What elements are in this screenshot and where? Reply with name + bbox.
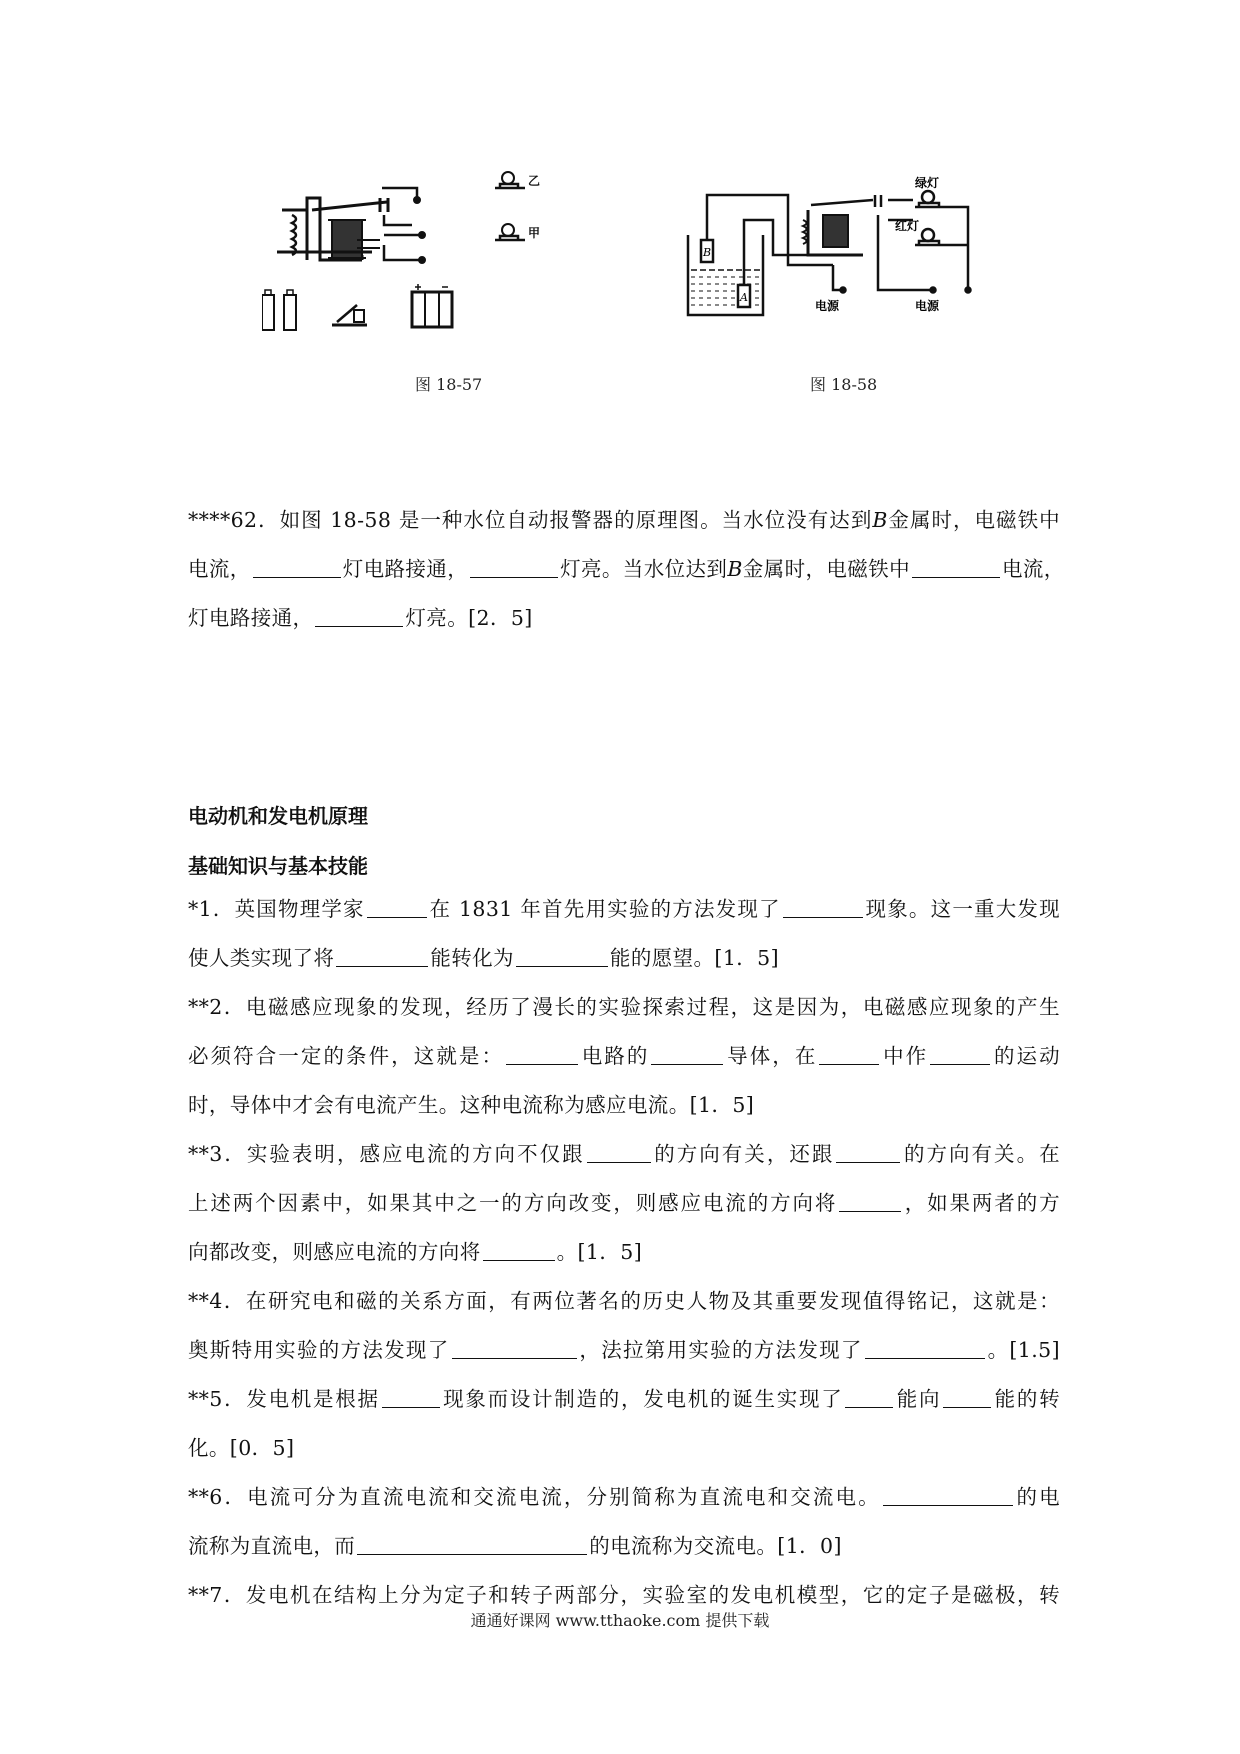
subsection-title: 基础知识与基本技能	[188, 854, 368, 878]
answer-blank[interactable]	[836, 1146, 900, 1163]
answer-blank[interactable]	[930, 1048, 990, 1065]
question-list	[188, 885, 1060, 1620]
power-source-1-label: 电源	[815, 299, 840, 313]
figure-18-58-caption: 图 18-58	[810, 375, 878, 394]
question-4-line-1: **4．在研究电和磁的关系方面，有两位著名的历史人物及其重要发现值得铭记，这就是：	[188, 1289, 1060, 1313]
question-5-line-2: 化。[0．5]	[188, 1436, 295, 1460]
answer-blank[interactable]	[651, 1048, 723, 1065]
answer-blank[interactable]	[516, 950, 608, 967]
metal-b-label: B	[702, 246, 712, 259]
metal-a-label: A	[740, 291, 748, 304]
answer-blank[interactable]	[912, 561, 1000, 578]
green-lamp-label: 绿灯	[915, 176, 940, 190]
red-lamp-label: 红灯	[895, 219, 920, 233]
question-7-line-1: **7．发电机在结构上分为定子和转子两部分，实验室的发电机模型，它的定子是磁极，转	[188, 1583, 1060, 1607]
question-2-line-1: **2．电磁感应现象的发现，经历了漫长的实验探索过程，这是因为，电磁感应现象的产生	[188, 995, 1060, 1019]
answer-blank[interactable]	[315, 610, 403, 627]
lamp-yi-label: 乙	[528, 174, 541, 188]
answer-blank[interactable]	[845, 1391, 893, 1408]
answer-blank[interactable]	[483, 1244, 555, 1261]
question-1-line-2: 使人类实现了将 能转化为 能的愿望。[1．5]	[188, 946, 780, 970]
question-62	[188, 496, 1065, 643]
answer-blank[interactable]	[506, 1048, 578, 1065]
question-62-line-3: 灯电路接通， 灯亮。[2．5]	[188, 606, 533, 630]
answer-blank[interactable]	[839, 1195, 901, 1212]
answer-blank[interactable]	[943, 1391, 991, 1408]
answer-blank[interactable]	[883, 1489, 1013, 1506]
power-source-2-label: 电源	[915, 299, 940, 313]
answer-blank[interactable]	[783, 901, 863, 918]
lamp-jia-label: 甲	[528, 226, 541, 240]
figure-18-57-caption: 图 18-57	[415, 375, 483, 394]
answer-blank[interactable]	[382, 1391, 440, 1408]
question-5-line-1: **5．发电机是根据 现象而设计制造的，发电机的诞生实现了 能向 能的转	[188, 1387, 1060, 1411]
answer-blank[interactable]	[865, 1342, 985, 1359]
figure-18-57-relay-circuit	[262, 180, 512, 350]
answer-blank[interactable]	[470, 561, 558, 578]
figure-18-58-water-alarm	[683, 175, 983, 375]
question-6-line-1: **6．电流可分为直流电流和交流电流，分别简称为直流电和交流电。 的电	[188, 1485, 1060, 1509]
answer-blank[interactable]	[357, 1538, 587, 1555]
answer-blank[interactable]	[253, 561, 341, 578]
question-1-line-1: *1．英国物理学家 在 1831 年首先用实验的方法发现了 现象。这一重大发现	[188, 897, 1060, 921]
question-2-line-2: 必须符合一定的条件，这就是： 电路的 导体，在 中作 的运动	[188, 1044, 1060, 1068]
answer-blank[interactable]	[452, 1342, 577, 1359]
question-3-line-3: 向都改变，则感应电流的方向将 。[1．5]	[188, 1240, 643, 1264]
section-title: 电动机和发电机原理	[188, 804, 368, 828]
question-62-line-1: ****62．如图 18-58 是一种水位自动报警器的原理图。当水位没有达到B金属时，电磁铁中	[188, 508, 1060, 532]
question-62-line-2: 电流， 灯电路接通， 灯亮。当水位达到B金属时，电磁铁中 电流，	[188, 557, 1065, 581]
answer-blank[interactable]	[367, 901, 427, 918]
question-6-line-2: 流称为直流电，而 的电流称为交流电。[1．0]	[188, 1534, 842, 1558]
figure-18-57-lamps	[490, 170, 550, 250]
question-3-line-1: **3．实验表明，感应电流的方向不仅跟 的方向有关，还跟 的方向有关。在	[188, 1142, 1060, 1166]
question-3-line-2: 上述两个因素中，如果其中之一的方向改变，则感应电流的方向将 ，如果两者的方	[188, 1191, 1060, 1215]
page-footer: 通通好课网 www.tthaoke.com 提供下载	[470, 1611, 770, 1630]
question-2-line-3: 时，导体中才会有电流产生。这种电流称为感应电流。[1．5]	[188, 1093, 755, 1117]
answer-blank[interactable]	[819, 1048, 879, 1065]
answer-blank[interactable]	[336, 950, 428, 967]
answer-blank[interactable]	[587, 1146, 651, 1163]
question-4-line-2: 奥斯特用实验的方法发现了 ，法拉第用实验的方法发现了 。[1.5]	[188, 1338, 1061, 1362]
